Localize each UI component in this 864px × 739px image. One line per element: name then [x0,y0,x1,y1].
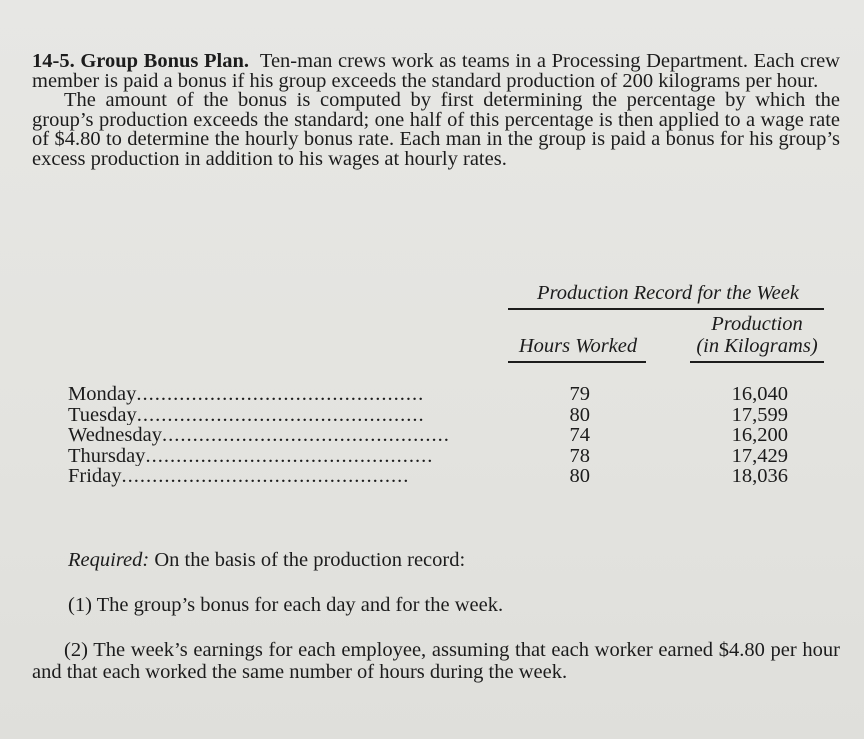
hours-cell: 78 [569,444,590,467]
table-row [68,384,828,405]
requirement-2-block [32,639,840,683]
table-row [68,425,828,446]
day-cell [68,446,488,467]
day-cell [68,425,488,446]
hours-cell: 74 [569,424,590,446]
day-cell [68,405,488,426]
table-row [68,405,828,426]
column-header-hours: Hours Worked [518,335,638,357]
table-row [68,446,828,467]
day-label: Monday [68,384,137,405]
day-label: Friday [68,466,122,487]
day-label: Tuesday [68,404,137,425]
production-cell: 17,599 [731,403,788,426]
table-caption: Production Record for the Week [537,282,799,304]
day-label: Thursday [68,445,146,466]
required-text: On the basis of the production record: [154,549,466,571]
required-heading [68,549,465,572]
day-label: Wednesday [68,425,162,446]
column-header-production-underline [690,361,824,363]
hours-cell: 80 [569,465,590,487]
leader-dots: ............................................... [161,425,450,446]
production-cell: 16,200 [731,424,788,446]
hours-cell: 80 [569,403,590,426]
column-header-production [688,313,826,357]
table-rows [68,384,828,487]
table-row [68,466,828,487]
production-cell: 16,040 [731,383,788,405]
leader-dots: ............................................... [121,466,410,487]
day-cell [68,466,488,487]
problem-statement [32,52,840,170]
problem-paragraph-1 [32,52,840,91]
column-header-production-line2: (in Kilograms) [696,335,818,357]
requirement-1: (1) The group’s bonus for each day and for the week. [68,594,504,616]
problem-paragraph-2: The amount of the bonus is computed by first determining the percentage by which the group’s production exceeds the standard; one half of this percentage is then applied to a wage rate of $4.80 to determine the hourly bonus rate. Each man in the group is paid a bonus for his group’s excess production in addition to his wages at hourly rates. [32,89,840,170]
problem-title: 14-5. Group Bonus Plan. [32,50,249,72]
required-label: Required: [68,549,150,571]
column-header-hours-underline [508,361,646,363]
day-cell [68,384,488,405]
hours-cell: 79 [569,383,590,405]
production-cell: 17,429 [731,444,788,467]
problem-intro: Ten-man crews work as teams in a Processing Department. Each crew member is paid a bonus if his group exceeds the standard production of 200 kilograms per hour. [32,50,840,92]
leader-dots: ............................................... [145,445,434,466]
column-header-production-line1: Production [711,313,803,335]
leader-dots: ............................................... [136,384,425,405]
leader-dots: ............................................... [136,404,425,425]
requirement-2: (2) The week’s earnings for each employee, assuming that each worker earned $4.80 per hour and that each worked the same number of hours during the week. [32,639,840,683]
production-cell: 18,036 [731,465,788,487]
caption-underline [508,308,824,310]
